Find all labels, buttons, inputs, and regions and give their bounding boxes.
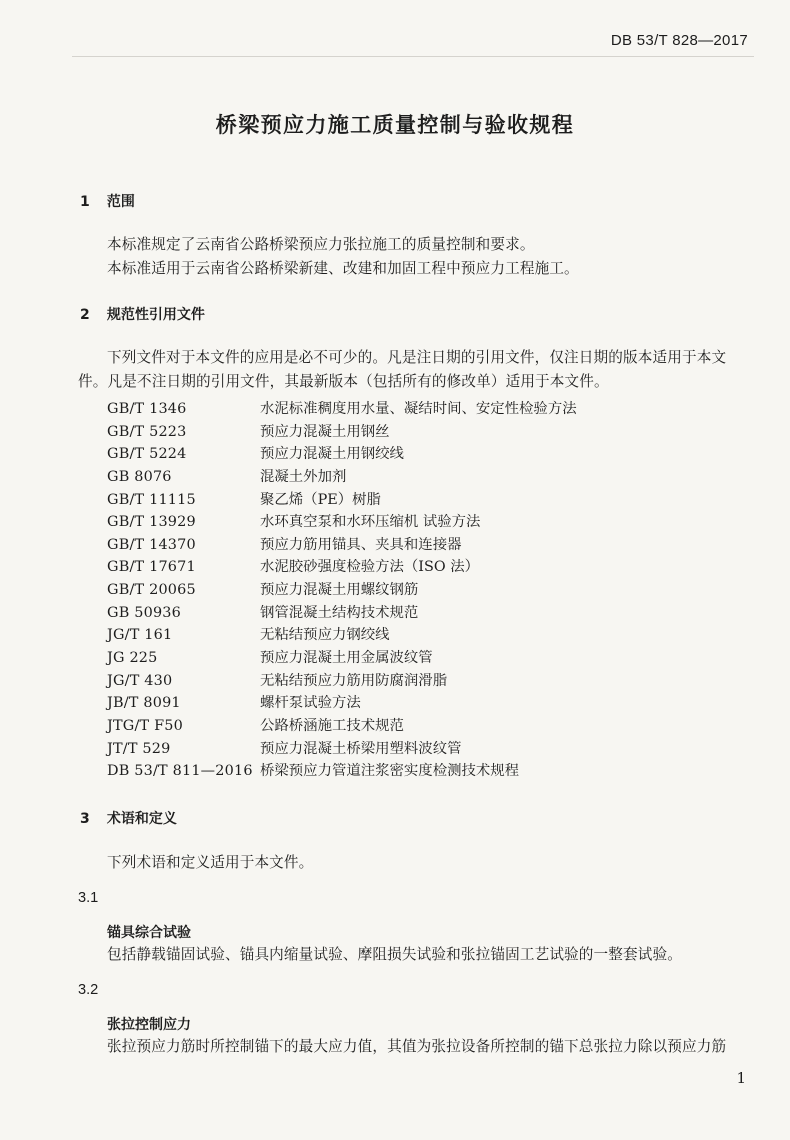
- reference-code: GB/T 17671: [107, 559, 196, 576]
- term-number: 3.2: [78, 982, 99, 998]
- term-definition: 张拉预应力筋时所控制锚下的最大应力值，其值为张拉设备所控制的锚下总张拉力除以预应力筋: [107, 1038, 727, 1055]
- terms-intro: 下列术语和定义适用于本文件。: [107, 854, 314, 871]
- reference-name: 预应力混凝土用金属波纹管: [260, 650, 433, 667]
- list-item: [107, 738, 757, 761]
- reference-code: GB/T 13929: [107, 514, 196, 531]
- reference-code: JG 225: [107, 650, 158, 667]
- reference-code: JT/T 529: [107, 740, 171, 757]
- list-item: [107, 647, 757, 670]
- section-title: 范围: [106, 194, 135, 210]
- reference-name: 预应力混凝土桥梁用塑料波纹管: [260, 740, 462, 757]
- list-item: [107, 489, 757, 512]
- reference-code: GB/T 1346: [107, 401, 187, 417]
- section-title: 术语和定义: [106, 811, 177, 827]
- section-heading-normative-refs: [80, 304, 205, 324]
- reference-name: 无粘结预应力钢绞线: [260, 627, 390, 644]
- list-item: [107, 760, 757, 783]
- list-item: [107, 511, 757, 534]
- reference-name: 预应力混凝土用钢绞线: [260, 446, 404, 463]
- reference-code: GB/T 5223: [107, 423, 187, 440]
- document-title: 桥梁预应力施工质量控制与验收规程: [215, 113, 575, 137]
- reference-code: JTG/T F50: [107, 717, 183, 734]
- standard-code: DB 53/T 828—2017: [610, 32, 748, 49]
- normative-refs-intro: 下列文件对于本文件的应用是必不可少的。凡是注日期的引用文件，仅注日期的版本适用于本文件。凡是不注日期的引用文件，其最新版本（包括所有的修改单）适用于本文件。: [78, 349, 727, 390]
- reference-code: GB/T 20065: [107, 582, 196, 599]
- page-number: 1: [736, 1069, 746, 1087]
- reference-name: 螺杆泵试验方法: [260, 695, 361, 712]
- reference-code: JB/T 8091: [107, 695, 181, 712]
- list-item: [107, 692, 757, 715]
- reference-list: [107, 398, 757, 783]
- scope-paragraph-2: 本标准适用于云南省公路桥梁新建、改建和加固工程中预应力工程施工。: [107, 260, 579, 277]
- reference-code: GB 8076: [107, 468, 172, 485]
- reference-code: GB/T 11115: [107, 491, 196, 508]
- reference-name: 水环真空泵和水环压缩机 试验方法: [260, 514, 481, 531]
- reference-name: 水泥标准稠度用水量、凝结时间、安定性检验方法: [260, 401, 577, 417]
- reference-code: GB/T 14370: [107, 536, 196, 553]
- header-rule: [72, 56, 754, 57]
- term-name: 张拉控制应力: [107, 1017, 191, 1033]
- reference-name: 水泥胶砂强度检验方法（ISO 法）: [260, 559, 479, 576]
- list-item: [107, 398, 757, 421]
- term-name: 锚具综合试验: [107, 925, 191, 941]
- section-number: 2: [80, 307, 90, 323]
- scope-paragraph-1: 本标准规定了云南省公路桥梁预应力张拉施工的质量控制和要求。: [107, 236, 535, 253]
- list-item: [107, 579, 757, 602]
- reference-code: JG/T 430: [107, 672, 173, 689]
- section-number: 3: [80, 811, 90, 827]
- reference-name: 无粘结预应力筋用防腐润滑脂: [260, 672, 448, 689]
- reference-name: 公路桥涵施工技术规范: [260, 717, 404, 734]
- list-item: [107, 670, 757, 693]
- list-item: [107, 556, 757, 579]
- section-number: 1: [80, 194, 90, 210]
- section-heading-terms: [80, 808, 177, 828]
- reference-code: GB/T 5224: [107, 446, 187, 463]
- reference-code: DB 53/T 811—2016: [107, 763, 253, 780]
- reference-name: 预应力混凝土用钢丝: [260, 423, 390, 440]
- reference-name: 桥梁预应力管道注浆密实度检测技术规程: [260, 763, 520, 780]
- section-title: 规范性引用文件: [106, 307, 205, 323]
- list-item: [107, 443, 757, 466]
- reference-code: GB 50936: [107, 604, 182, 621]
- section-heading-scope: [80, 191, 135, 211]
- reference-name: 混凝土外加剂: [260, 468, 347, 485]
- list-item: [107, 602, 757, 625]
- reference-name: 预应力混凝土用螺纹钢筋: [260, 582, 419, 599]
- reference-name: 聚乙烯（PE）树脂: [260, 491, 381, 508]
- reference-code: JG/T 161: [107, 627, 173, 644]
- reference-name: 钢管混凝土结构技术规范: [260, 604, 419, 621]
- list-item: [107, 466, 757, 489]
- list-item: [107, 715, 757, 738]
- list-item: [107, 421, 757, 444]
- list-item: [107, 624, 757, 647]
- term-number: 3.1: [78, 890, 99, 906]
- list-item: [107, 534, 757, 557]
- reference-name: 预应力筋用锚具、夹具和连接器: [260, 536, 462, 553]
- term-definition: 包括静载锚固试验、锚具内缩量试验、摩阻损失试验和张拉锚固工艺试验的一整套试验。: [107, 946, 683, 963]
